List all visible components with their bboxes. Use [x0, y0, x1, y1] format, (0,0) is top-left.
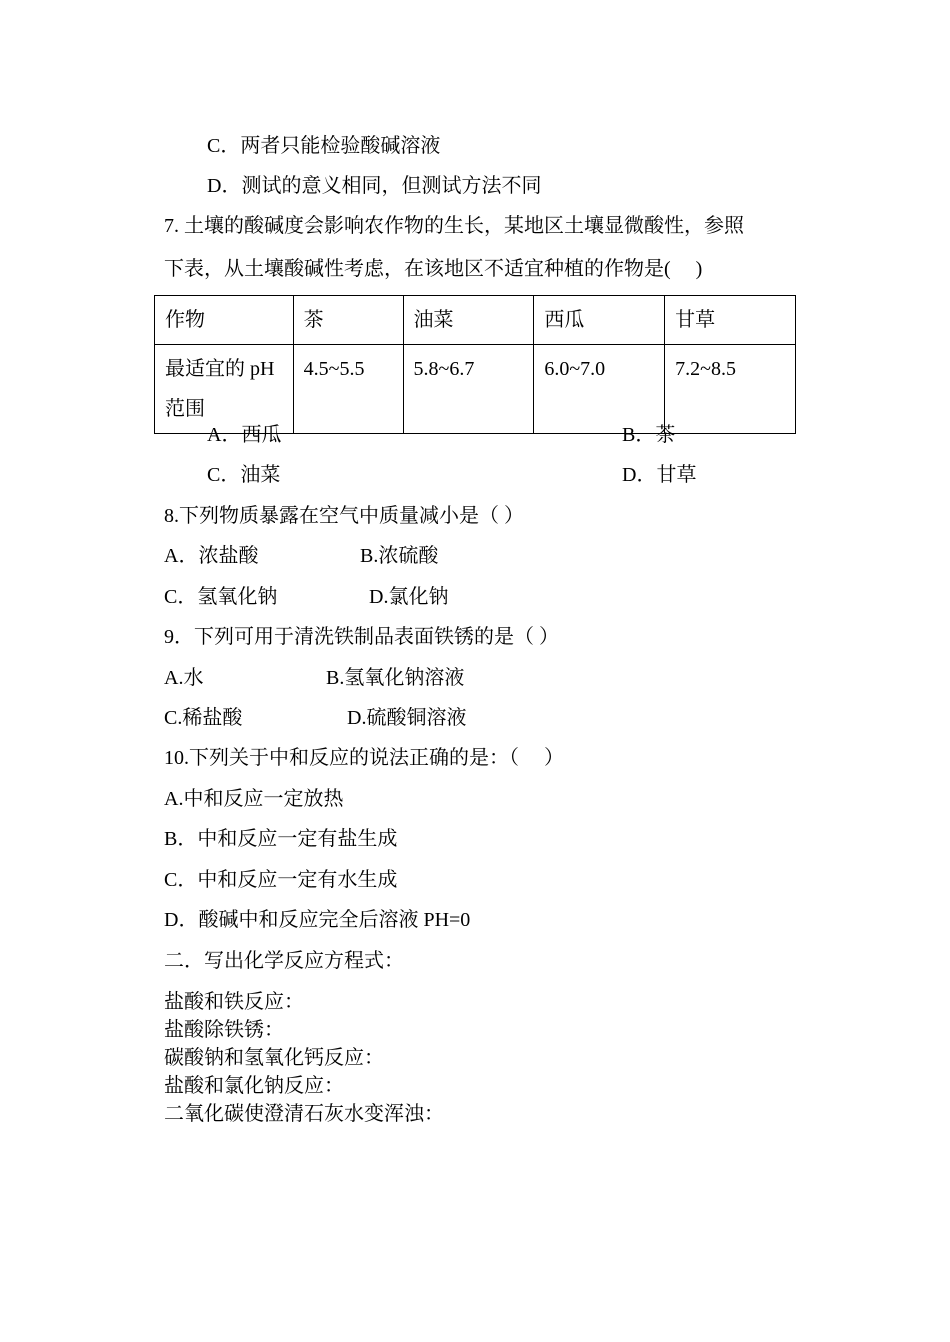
- q8-option-d: D.氯化钠: [369, 586, 449, 608]
- table-cell: 油菜: [403, 296, 534, 345]
- table-cell: 甘草: [665, 296, 796, 345]
- q7-option-a: A．西瓜: [207, 424, 282, 446]
- table-row: [155, 296, 796, 345]
- q9-option-b: B.氢氧化钠溶液: [326, 667, 465, 689]
- q9-option-d: D.硫酸铜溶液: [347, 707, 467, 729]
- table-cell: 西瓜: [534, 296, 665, 345]
- q7-stem-line-1: 7. 土壤的酸碱度会影响农作物的生长，某地区土壤显微酸性，参照: [164, 215, 744, 237]
- q10-option-b: B．中和反应一定有盐生成: [164, 828, 398, 850]
- q10-option-d: D．酸碱中和反应完全后溶液 PH=0: [164, 909, 471, 931]
- equation-prompt: 盐酸和铁反应：: [164, 991, 304, 1013]
- q10-option-a: A.中和反应一定放热: [164, 788, 344, 810]
- q7-option-c: C．油菜: [207, 464, 281, 486]
- table-cell: 茶: [293, 296, 403, 345]
- q6-option-d: D．测试的意义相同，但测试方法不同: [207, 175, 542, 197]
- equation-prompt: 盐酸除铁锈：: [164, 1019, 284, 1041]
- q6-option-c: C．两者只能检验酸碱溶液: [207, 135, 441, 157]
- q9-stem: 9．下列可用于清洗铁制品表面铁锈的是（ ）: [164, 626, 559, 648]
- q7-stem-line-2: 下表，从土壤酸碱性考虑，在该地区不适宜种植的作物是( ): [164, 258, 703, 280]
- table-cell: 6.0~7.0: [534, 345, 665, 434]
- q8-option-b: B.浓硫酸: [360, 545, 439, 567]
- table-cell: 7.2~8.5: [665, 345, 796, 434]
- equation-prompt: 二氧化碳使澄清石灰水变浑浊：: [164, 1103, 444, 1125]
- q8-option-c: C．氢氧化钠: [164, 586, 278, 608]
- table-cell: 作物: [155, 296, 294, 345]
- equation-prompt: 盐酸和氯化钠反应：: [164, 1075, 344, 1097]
- q10-option-c: C．中和反应一定有水生成: [164, 869, 398, 891]
- ph-range-table: [154, 295, 796, 434]
- table-cell: 4.5~5.5: [293, 345, 403, 434]
- q7-option-d: D．甘草: [622, 464, 697, 486]
- q8-option-a: A．浓盐酸: [164, 545, 259, 567]
- table-cell: 5.8~6.7: [403, 345, 534, 434]
- q10-stem: 10.下列关于中和反应的说法正确的是：（ ）: [164, 747, 564, 769]
- equation-prompt: 碳酸钠和氢氧化钙反应：: [164, 1047, 384, 1069]
- q7-option-b: B．茶: [622, 424, 676, 446]
- q8-stem: 8.下列物质暴露在空气中质量减小是（ ）: [164, 505, 524, 527]
- q9-option-c: C.稀盐酸: [164, 707, 243, 729]
- table-row: [155, 345, 796, 434]
- part2-heading: 二．写出化学反应方程式：: [164, 950, 404, 972]
- table-cell: 最适宜的 pH 范围: [155, 345, 294, 434]
- q9-option-a: A.水: [164, 667, 204, 689]
